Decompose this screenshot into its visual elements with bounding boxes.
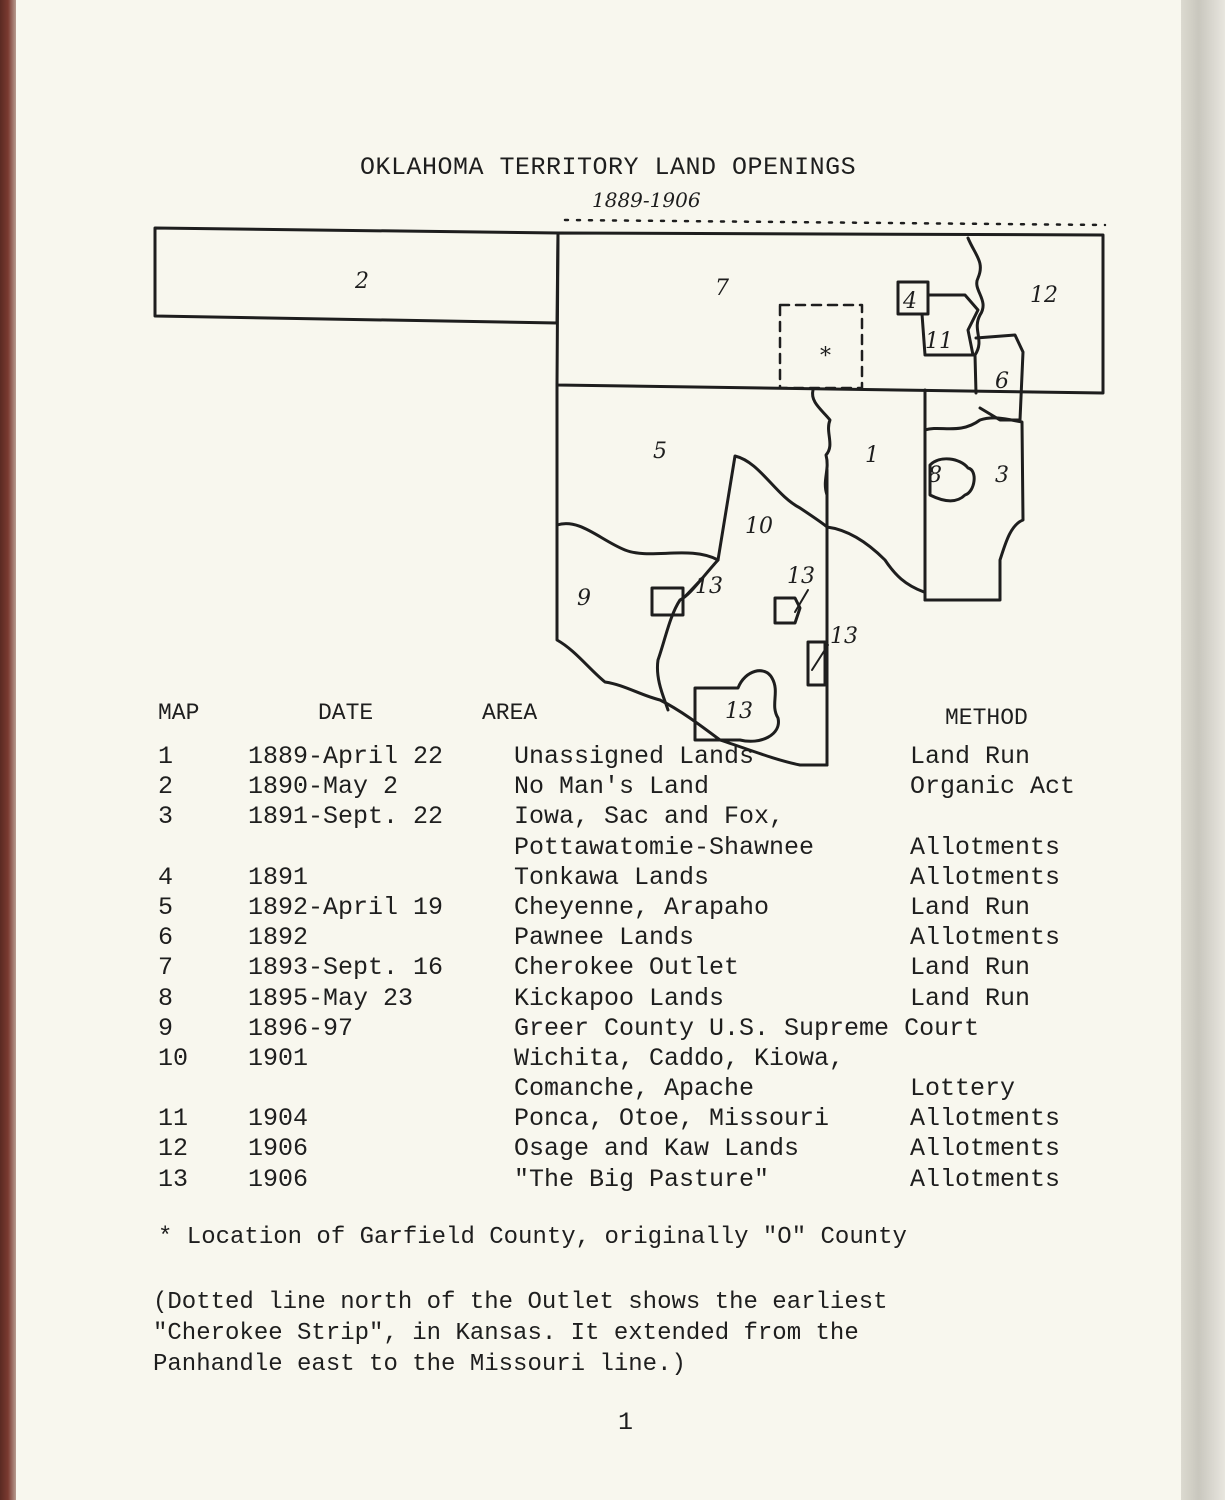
cell-map: 6 xyxy=(158,923,174,953)
cell-method: Allotments xyxy=(910,923,1061,953)
table-row xyxy=(150,1044,1140,1074)
header-map: MAP xyxy=(158,700,200,726)
map-label-13-c: 13 xyxy=(830,624,858,649)
table-row xyxy=(150,772,1140,802)
map-label-9: 9 xyxy=(577,586,591,611)
page-number: 1 xyxy=(618,1408,634,1437)
table-row xyxy=(150,984,1140,1014)
cell-area: Tonkawa Lands xyxy=(514,862,710,892)
cell-method: Lottery xyxy=(910,1074,1016,1104)
table-row xyxy=(150,833,1140,863)
table-row xyxy=(150,1014,1140,1044)
cell-date: 1889-April 22 xyxy=(248,742,444,771)
cell-area: Kickapoo Lands xyxy=(514,983,725,1013)
cell-method: Allotments xyxy=(910,862,1061,892)
cell-area: Unassigned Lands xyxy=(514,742,755,771)
map-label-3: 3 xyxy=(995,463,1009,488)
map-label-7: 7 xyxy=(715,276,729,301)
table-row xyxy=(150,863,1140,893)
cell-map: 3 xyxy=(158,802,174,832)
cell-area: Wichita, Caddo, Kiowa, xyxy=(514,1043,845,1073)
table-row xyxy=(150,923,1140,953)
map-label-13-big-pasture: 13 xyxy=(725,699,753,724)
cherokee-strip-dotted-line xyxy=(565,220,1105,225)
cell-area: Pottawatomie-Shawnee xyxy=(514,832,815,862)
map-label-5: 5 xyxy=(653,439,667,464)
table-row xyxy=(150,893,1140,923)
cell-method: Land Run xyxy=(910,742,1031,771)
cell-area: Ponca, Otoe, Missouri xyxy=(514,1104,830,1134)
table-row xyxy=(150,802,1140,832)
cell-map: 7 xyxy=(158,953,174,983)
cell-date: 1895-May 23 xyxy=(248,983,414,1013)
cell-date: 1904 xyxy=(248,1104,309,1134)
canadian-river xyxy=(827,527,924,592)
table-row xyxy=(150,1134,1140,1164)
map-label-2: 2 xyxy=(355,269,369,294)
table-row xyxy=(150,1074,1140,1104)
cell-area: Osage and Kaw Lands xyxy=(514,1134,800,1164)
cell-area: Cheyenne, Arapaho xyxy=(514,892,770,922)
map-label-13-b: 13 xyxy=(787,564,815,589)
cell-area: Iowa, Sac and Fox, xyxy=(514,802,785,832)
cell-method: Land Run xyxy=(910,892,1031,922)
cell-date: 1892 xyxy=(248,923,309,953)
cell-map: 5 xyxy=(158,892,174,922)
dotted-line-note-line-3: Panhandle east to the Missouri line.) xyxy=(153,1351,686,1378)
cell-date: 1891-Sept. 22 xyxy=(248,802,444,832)
cell-method: Allotments xyxy=(910,1104,1061,1134)
cell-map: 9 xyxy=(158,1013,174,1043)
table-row xyxy=(150,1104,1140,1134)
cell-area: Cherokee Outlet xyxy=(514,953,740,983)
map-region-5-outline xyxy=(557,385,827,560)
cell-map: 2 xyxy=(158,772,174,802)
cell-date: 1891 xyxy=(248,862,309,892)
cell-map: 11 xyxy=(158,1104,189,1134)
dotted-line-note-line-1: (Dotted line north of the Outlet shows the earliest xyxy=(153,1289,888,1316)
table-row xyxy=(150,953,1140,983)
cell-map: 13 xyxy=(158,1164,189,1194)
dotted-line-note xyxy=(153,1287,1103,1380)
map-label-4: 4 xyxy=(903,289,917,314)
map-label-10: 10 xyxy=(745,514,773,539)
page-years: 1889-1906 xyxy=(592,188,701,212)
cell-date: 1896-97 xyxy=(248,1013,354,1043)
cell-map: 4 xyxy=(158,862,174,892)
cell-method: Organic Act xyxy=(910,772,1076,802)
cell-method: Allotments xyxy=(910,1164,1061,1194)
map-label-1: 1 xyxy=(865,443,879,468)
cell-area: Greer County U.S. Supreme Court xyxy=(514,1013,980,1043)
cell-date: 1906 xyxy=(248,1134,309,1164)
land-openings-table xyxy=(150,742,1140,1195)
cell-method: Land Run xyxy=(910,983,1031,1013)
cell-method: Land Run xyxy=(910,953,1031,983)
page-title: OKLAHOMA TERRITORY LAND OPENINGS xyxy=(360,153,857,182)
map-label-13-a: 13 xyxy=(695,574,723,599)
cell-date: 1890-May 2 xyxy=(248,772,399,802)
map-label-8: 8 xyxy=(928,463,942,488)
map-label-6: 6 xyxy=(995,369,1009,394)
cell-date: 1892-April 19 xyxy=(248,892,444,922)
header-area: AREA xyxy=(482,700,538,726)
cell-method: Allotments xyxy=(910,1134,1061,1164)
cell-area: "The Big Pasture" xyxy=(514,1164,770,1194)
map-label-11: 11 xyxy=(925,329,953,354)
cell-area: Pawnee Lands xyxy=(514,923,695,953)
dotted-line-note-line-2: "Cherokee Strip", in Kansas. It extended from the xyxy=(153,1320,859,1347)
cell-map: 10 xyxy=(158,1043,189,1073)
map-region-9-outline xyxy=(557,525,827,765)
table-row xyxy=(150,742,1140,772)
table-row xyxy=(150,1165,1140,1195)
cell-area: No Man's Land xyxy=(514,772,710,802)
cell-date: 1893-Sept. 16 xyxy=(248,953,444,983)
cell-map: 12 xyxy=(158,1134,189,1164)
cell-map: 8 xyxy=(158,983,174,1013)
cell-map: 1 xyxy=(158,742,174,771)
garfield-footnote: * Location of Garfield County, originally "O" County xyxy=(158,1224,907,1251)
cell-date: 1901 xyxy=(248,1043,309,1073)
cell-area: Comanche, Apache xyxy=(514,1074,755,1104)
header-date: DATE xyxy=(318,700,374,726)
map-label-garfield: * xyxy=(820,344,831,369)
map-label-12: 12 xyxy=(1030,283,1058,308)
cell-date: 1906 xyxy=(248,1164,309,1194)
cell-method: Allotments xyxy=(910,832,1061,862)
header-method: METHOD xyxy=(945,705,1028,731)
map-region-3-outline xyxy=(925,418,1023,600)
